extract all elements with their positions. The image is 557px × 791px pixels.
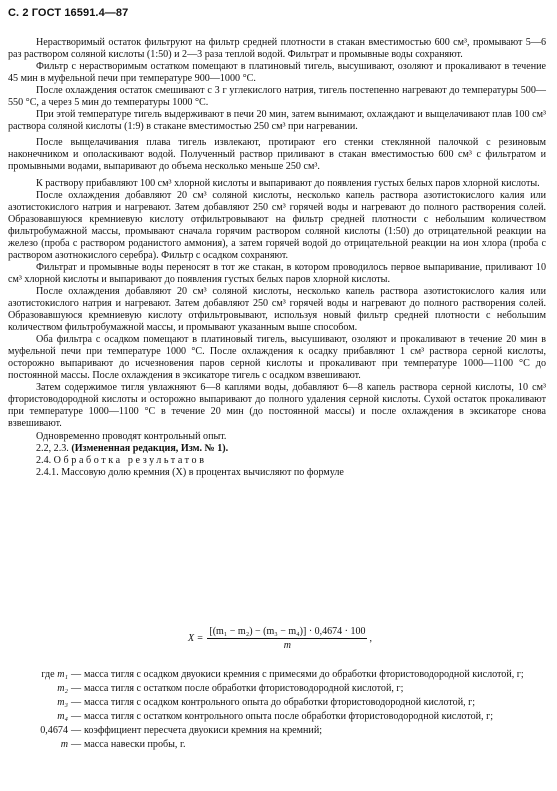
formula-terminator: , (369, 633, 372, 644)
legend-text: масса навески пробы, г. (84, 739, 186, 751)
legend-dash: — (70, 725, 82, 737)
subsection (8, 467, 546, 479)
subsection-text: Массовую долю кремния (X) в процентах вычисляют по формуле (61, 466, 344, 478)
legend-symbol: m₄ (57, 711, 68, 723)
paragraph: Фильтрат и промывные воды переносят в тот же стакан, в котором проводилось первое выпаривание, приливают 10 см³ хлорной кислоты и выпаривают до появления густых белых паров хлорной кислоты. (8, 261, 546, 285)
legend-dash: — (70, 697, 82, 709)
paragraph: Одновременно проводят контрольный опыт. (36, 430, 227, 442)
paragraph: После охлаждения добавляют 20 см³ соляной кислоты, несколько капель раствора азотистокислого калия или азотистокислого натрия и нагревают. Затем добавляют 250 см³ горячей воды и нагревают до полного растворения солей. Образовавшуюся кремниевую кислоту отфильтровывают на фильтр средней плотности с небольшим количеством фильтробумажной массы, промывают сначала горячим раствором соляной кислоты (1:50) до отрицательной реакции на железо (проба с раствором роданистого аммония), а затем горячей водой до отрицательной реакции на ион хлора (проба с раствором азотнокислого серебра). Фильтр с осадком сохраняют. (8, 189, 546, 261)
body-text (8, 37, 546, 479)
formula-numerator: [(m₁ − m₂) − (m₃ − m₄)] · 0,4674 · 100 (209, 626, 366, 637)
paragraph: При этой температуре тигель выдерживают в печи 20 мин, затем вынимают, охлаждают и выщелачивают плав 100 см³ раствора соляной кислоты (1:9) в стакане вместимостью 250 см³ при нагревании. (8, 109, 546, 133)
legend-row (8, 697, 546, 709)
running-head: С. 2 ГОСТ 16591.4—87 (8, 7, 129, 19)
paragraph: К раствору прибавляют 100 см³ хлорной кислоты и выпаривают до появления густых белых паров хлорной кислоты. (36, 177, 540, 189)
paragraph: Фильтр с нерастворимым остатком помещают в платиновый тигель, высушивают, озоляют и прокаливают в течение 45 мин в муфельной печи при температуре 900—1000 °С. (8, 61, 546, 85)
legend-symbol: 0,4674 (40, 725, 68, 737)
paragraph: После выщелачивания плава тигель извлекают, протирают его стенки стеклянной палочкой с резиновым наконечником и ополаскивают водой. Полученный раствор приливают в стакан вместимостью 600 см³ с фильтратом и промывными водами, выпаривают до объема несколько меньше 250 см³. (8, 137, 546, 173)
section-heading: Обработка результатов (53, 454, 207, 466)
legend-row (8, 739, 546, 751)
paragraph: После охлаждения остаток смешивают с 3 г углекислого натрия, тигель постепенно нагревают до температуры 500—550 °С, а через 5 мин до температуры 1000 °С. (8, 85, 546, 109)
section-title (8, 455, 546, 467)
legend-symbol: m₂ (57, 683, 68, 695)
legend-text: масса тигля с осадком двуокиси кремния с примесями до обработки фтористоводородной кислотой, г; (84, 669, 524, 680)
formula (188, 626, 372, 651)
section-number: 2.4. (36, 454, 52, 466)
legend-symbol: где m₁ (41, 669, 68, 680)
legend-text: масса тигля с остатком после обработки фтористоводородной кислотой, г; (84, 683, 404, 695)
legend-intro: где (41, 669, 55, 680)
legend-dash: — (70, 739, 82, 751)
formula-legend (8, 669, 546, 751)
subsection-number: 2.4.1. (36, 466, 59, 478)
edition-note (8, 443, 546, 455)
legend-text: масса тигля с остатком контрольного опыта после обработки фтористоводородной кислотой, г; (84, 711, 494, 723)
legend-row (8, 711, 546, 723)
legend-dash: — (70, 683, 82, 695)
paragraph: Нерастворимый остаток фильтруют на фильтр средней плотности в стакан вместимостью 600 см³, промывают 5—6 раз раствором соляной кислоты (1:50) и 2—3 раза теплой водой. Фильтрат и промывные воды сохраняют. (8, 37, 546, 61)
legend-text: масса тигля с осадком контрольного опыта до обработки фтористоводородной кислотой, г; (84, 697, 476, 709)
paragraph: Затем содержимое тигля увлажняют 6—8 каплями воды, добавляют 6—8 капель раствора серной кислоты, 10 см³ фтористоводородной кислоты и осторожно выпаривают до полного удаления серной кислоты. Сухой остаток прокаливают при температуре 1000—1100 °С в течение 20 мин (до постоянной массы) и после охлаждения в эксикаторе снова взвешивают. (8, 382, 546, 430)
formula-lhs: X = (188, 633, 204, 644)
legend-row (8, 725, 546, 737)
legend-row (8, 683, 546, 695)
formula-fraction (207, 626, 367, 651)
paragraph: Оба фильтра с осадком помещают в платиновый тигель, высушивают, озоляют и прокаливают в течение 20 мин в муфельной печи при температуре 1000 °С. После охлаждения к осадку прибавляют 1 см³ раствора серной кислоты, осторожно выпаривают до исчезновения паров серной кислоты и прокаливают при температуре 1000—1100 °С до постоянной массы. После охлаждения в эксикаторе тигель с осадком взвешивают. (8, 334, 546, 382)
legend-dash: — (70, 711, 82, 723)
formula-denominator: m (283, 640, 292, 651)
paragraph: После охлаждения добавляют 20 см³ соляной кислоты, несколько капель раствора азотистокислого калия или азотистокислого натрия и нагревают. Затем добавляют 250 см³ горячей воды и нагревают до полного растворения солей. Образовавшуюся кремниевую кислоту отфильтровывают, используя новый фильтр средней плотности с небольшим количеством фильтробумажной массы, и промывают указанным выше способом. (8, 285, 546, 334)
edition-note-number: 2.2, 2.3. (36, 442, 69, 454)
legend-symbol: m₃ (57, 697, 68, 709)
legend-dash: — (70, 669, 82, 680)
legend-row (8, 669, 546, 681)
legend-text: коэффициент пересчета двуокиси кремния на кремний; (84, 725, 323, 737)
edition-note-text: (Измененная редакция, Изм. № 1). (71, 442, 229, 454)
legend-symbol: m (60, 739, 68, 751)
